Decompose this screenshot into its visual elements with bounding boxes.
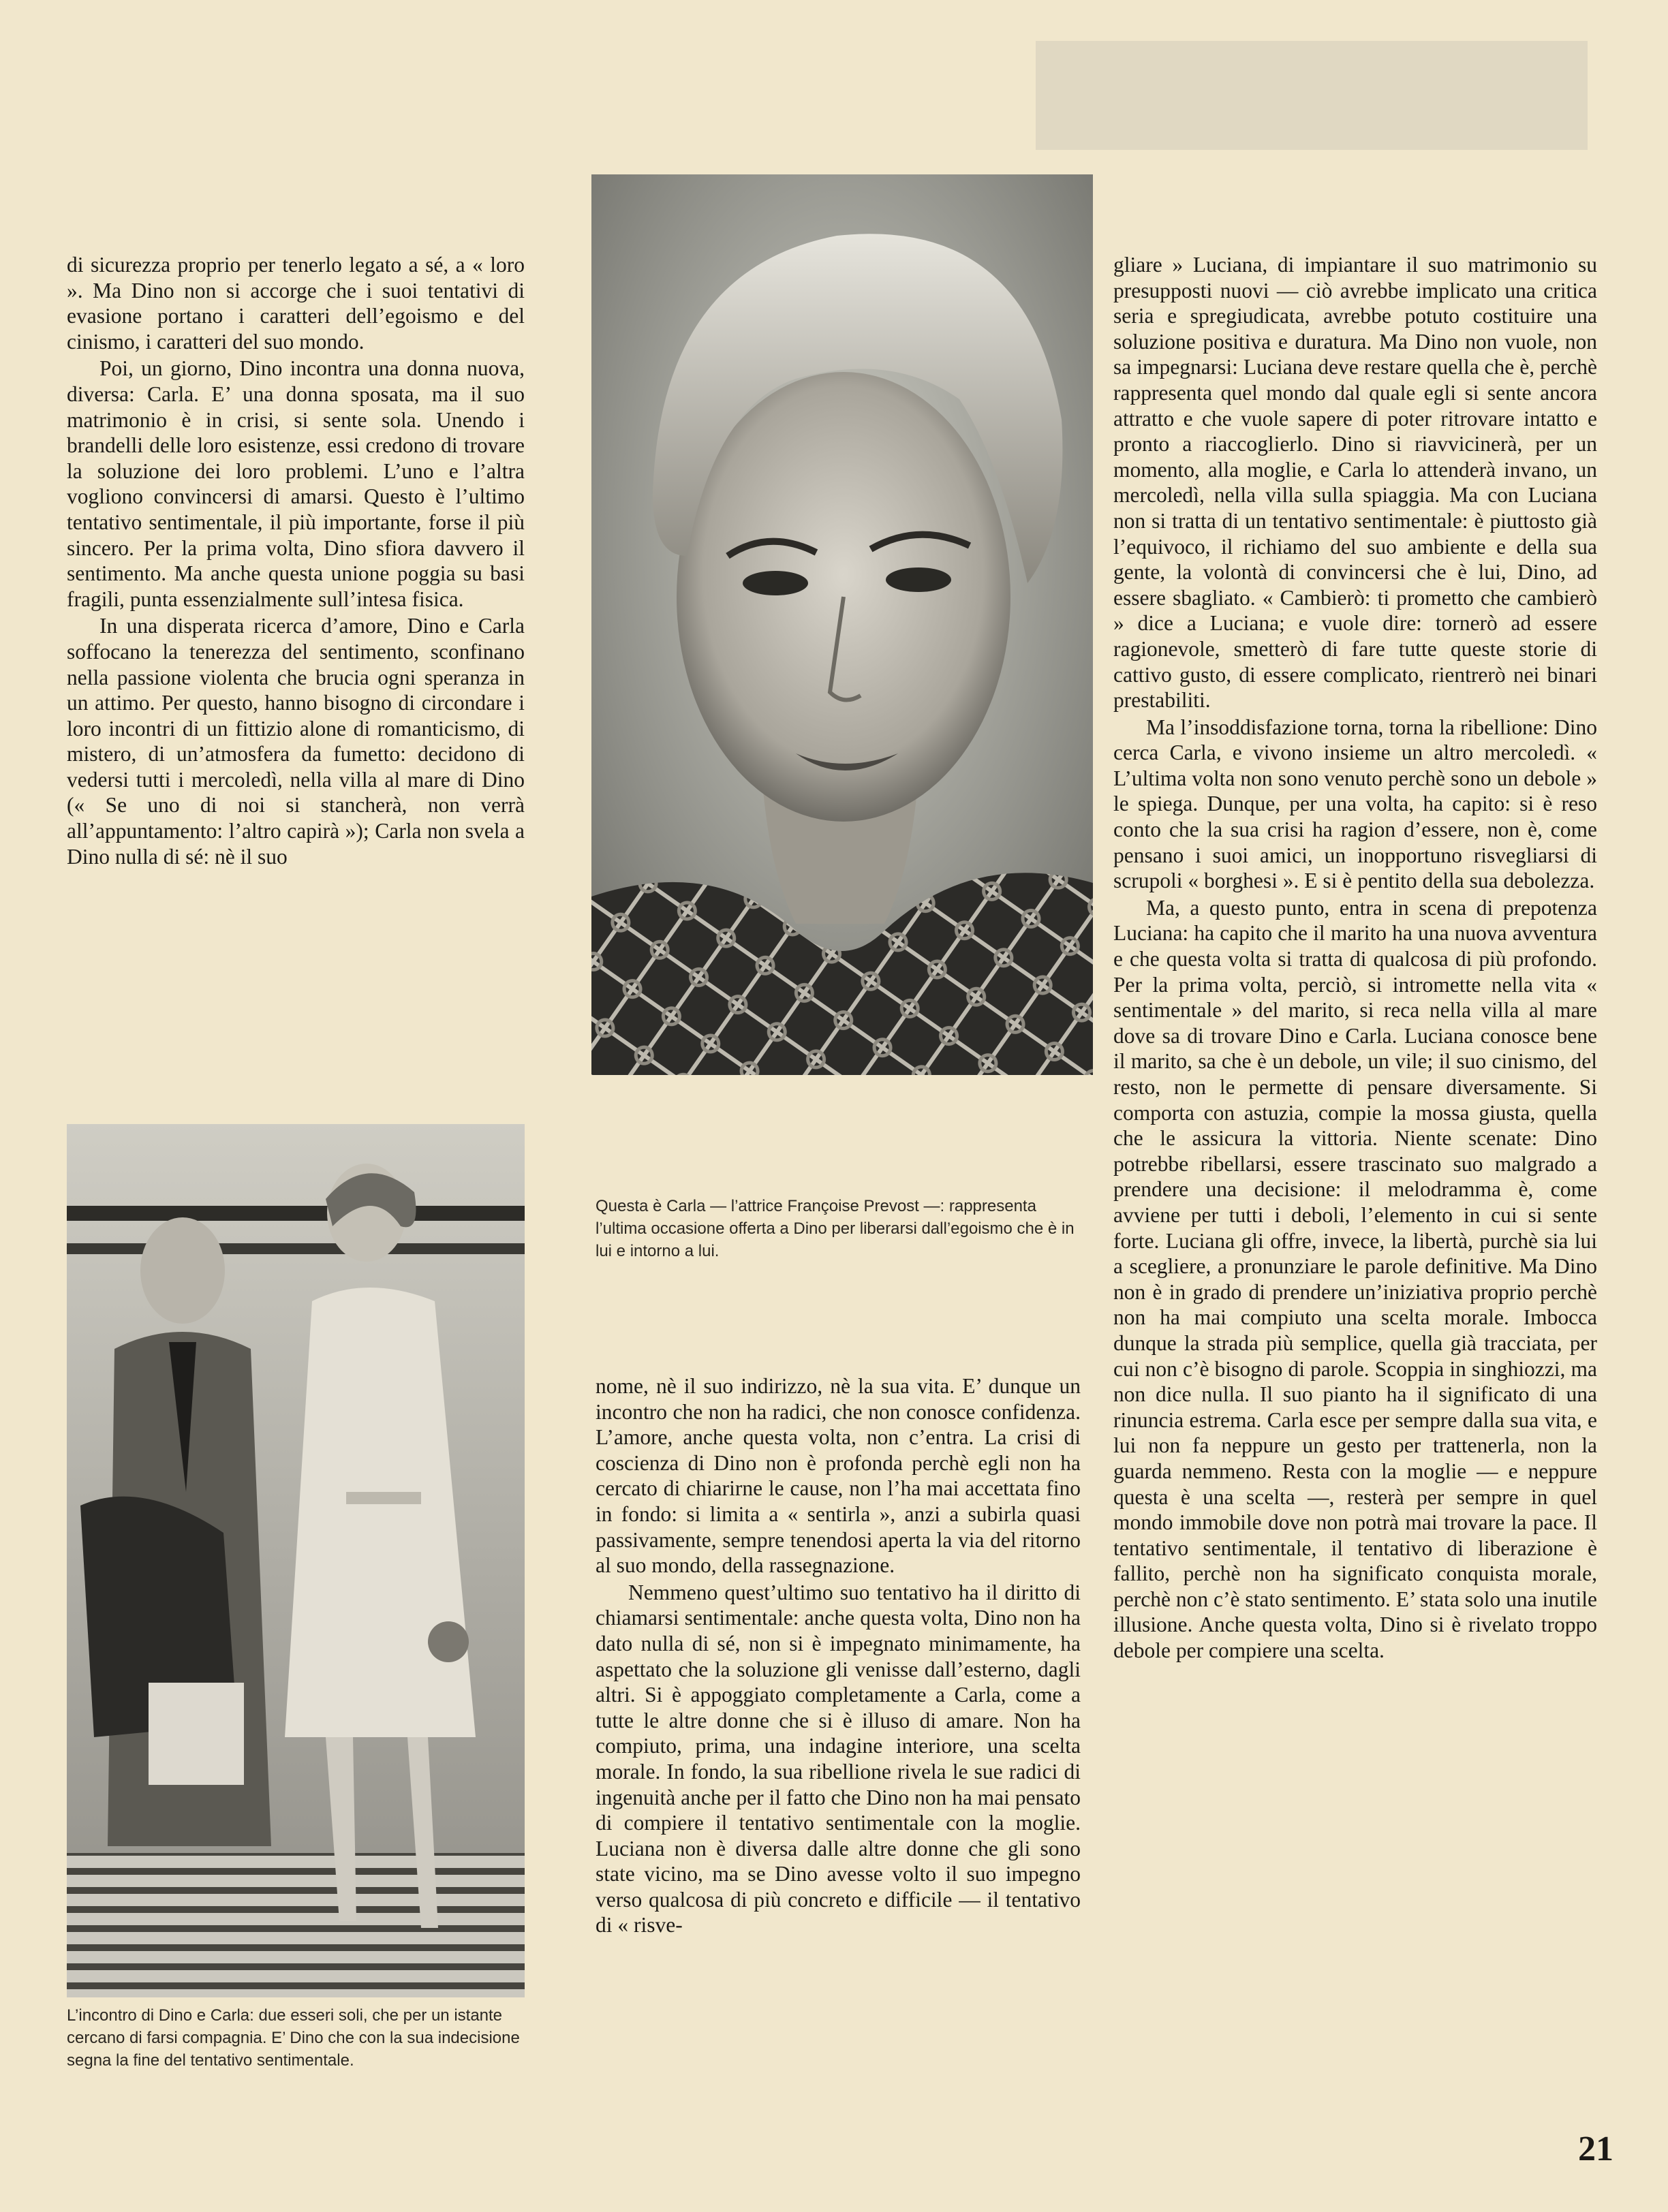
column-1	[67, 252, 525, 869]
portrait-image	[591, 174, 1093, 1075]
couple-image	[67, 1124, 525, 1997]
paragraph: In una disperata ricerca d’amore, Dino e Carla soffocano la tenerezza del sentimento, sconfinano nella passione violenta che brucia ogni speranza in un attimo. Per questo, hanno bisogno di circondare i loro incontri di un fittizio alone di romanticismo, di mistero, di un’atmosfera da fumetto: decidono di vedersi tutti i mercoledì, nella villa al mare di Dino (« Se uno di noi si stancherà, non verrà all’appuntamento: l’altro capirà »); Carla non svela a Dino nulla di sé: nè il suo	[67, 614, 525, 869]
bleed-through-shadow	[1036, 41, 1588, 150]
paragraph: Poi, un giorno, Dino incontra una donna nuova, diversa: Carla. E’ una donna sposata, ma il suo matrimonio è in crisi, si sente sola. Unendo i brandelli delle loro esistenze, essi credono di trovare la soluzione dei loro problemi. L’uno e l’altra vogliono convincersi di amarsi. Questo è l’ultimo tentativo sentimentale, il più importante, forse il più sincero. Per la prima volta, Dino sfiora davvero il sentimento. Ma anche questa unione poggia su basi fragili, punta essenzialmente sull’intesa fisica.	[67, 356, 525, 611]
paragraph: di sicurezza proprio per tenerlo legato a sé, a « loro ». Ma Dino non si accorge che i suoi tentativi di evasione portano i caratteri dell’egoismo e del cinismo, i caratteri del suo mondo.	[67, 253, 525, 354]
page-number: 21	[1578, 2130, 1613, 2168]
paragraph: Ma, a questo punto, entra in scena di prepotenza Luciana: ha capito che il marito ha una nuova avventura e che questa volta si tratta di qualcosa di più profondo. Per la prima volta, perciò, si intromette nella vita « sentimentale » del marito, si reca nella villa al mare dove sa di trovare Dino e Carla. Luciana conosce bene il marito, sa che è un debole, un vile; il suo cinismo, del resto, non le permette di pensare diversamente. Si comporta con astuzia, compie la mossa giusta, quella che le assicura la vittoria. Niente scenate: Dino potrebbe ribellarsi, essere trascinato suo malgrado a prendere una decisione: il melodramma è, come avviene per tutti i deboli, l’elemento in cui si sente forte. Luciana gli offre, invece, la libertà, purchè sia lui a scegliere, a pronunziare le parole definitive. Ma Dino non è in grado di prendere un’iniziativa proprio perchè non ha mai compiuto una scelta morale. Imbocca dunque la strada più semplice, quella già tracciata, per cui non c’è bisogno di parole. Scoppia in singhiozzi, ma non dice nulla. Il suo pianto ha il significato di una rinuncia estrema. Carla esce per sempre dalla sua vita, e lui non fa neppure un gesto per trattenerla, non la guarda nemmeno. Resta con la moglie — e neppure questa è una scelta —, resterà per sempre in quel mondo immobile dove non potrà mai trovare la pace. Il tentativo sentimentale, il tentativo di liberazione è fallito, perchè non ha significato conquista morale, perchè non c’è stato sentimento. E’ stata solo una inutile illusione. Anche questa volta, Dino si è rivelato troppo debole per compiere una scelta.	[1113, 895, 1597, 1663]
paragraph: nome, nè il suo indirizzo, nè la sua vita. E’ dunque un incontro che non ha radici, che non conosce confidenza. L’amore, anche questa volta, non c’entra. La crisi di coscienza di Dino non è profonda perchè egli non ha cercato di chiarirne le cause, non l’ha mai accettata fino in fondo: si limita a « sentirla », anzi a subirla quasi passivamente, sempre tenendosi aperta la via del ritorno al suo mondo, della rassegnazione.	[596, 1374, 1081, 1578]
couple-photo	[67, 1124, 525, 1997]
paragraph: Nemmeno quest’ultimo suo tentativo ha il diritto di chiamarsi sentimentale: anche questa volta, Dino non ha dato nulla di sé, non si è impegnato minimamente, ha aspettato che la soluzione gli venisse dall’esterno, dagli altri. Si è appoggiato completamente a Carla, come a tutte le altre donne che si è illuso di amare. Non ha compiuto, prima, una indagine interiore, una scelta morale. In fondo, la sua ribellione rivela le sue radici di ingenuità anche per il fatto che Dino non ha mai pensato di compiere il tentativo sentimentale con la moglie. Luciana non è diversa dalle altre donne che gli sono state vicino, ma se Dino avesse volto il suo impegno verso qualcosa di più concreto e difficile — il tentativo di « risve-	[596, 1580, 1081, 1937]
column-3	[1113, 252, 1597, 1664]
portrait-photo	[591, 174, 1093, 1075]
portrait-caption: Questa è Carla — l’attrice Françoise Prevost —: rappresenta l’ultima occasione offerta a Dino per liberarsi dall’egoismo che è in lui e intorno a lui.	[596, 1197, 1075, 1260]
paragraph: Ma l’insoddisfazione torna, torna la ribellione: Dino cerca Carla, e vivono insieme un altro mercoledì. « L’ultima volta non sono venuto perchè sono un debole » le spiega. Dunque, per una volta, ha capito: si è reso conto che la sua crisi ha ragion d’essere, non è, come pensano i suoi amici, un inopportuno risvegliarsi di scrupoli « borghesi ». E si è pentito della sua debolezza.	[1113, 715, 1597, 893]
column-2	[596, 1373, 1081, 1938]
paragraph: gliare » Luciana, di impiantare il suo matrimonio su presupposti nuovi — ciò avrebbe implicato una critica seria e spregiudicata, avrebbe potuto costituire una soluzione positiva e duratura. Ma Dino non vuole, non sa impegnarsi: Luciana deve restare quella che è, perchè rappresenta quel mondo dal quale egli si sente ancora attratto e che vuole sapere di poter ritrovare intatto e pronto a riaccoglierlo. Dino si riavvicinerà, per un momento, alla moglie, e Carla lo attenderà invano, un mercoledì, nella villa sulla spiaggia. Ma con Luciana non si tratta di un tentativo sentimentale: è piuttosto già l’equivoco, il richiamo del suo ambiente e della sua gente, la volontà di convincersi che è lui, Dino, ad essere sbagliato. « Cambierò: ti prometto che cambierò » dice a Luciana; e vuole dire: tornerò ad essere ragionevole, smetterò di fare tutte queste storie di cattivo gusto, di essere complicato, rientrerò nei binari prestabiliti.	[1113, 253, 1597, 713]
couple-caption: L’incontro di Dino e Carla: due esseri soli, che per un istante cercano di farsi compagnia. E’ Dino che con la sua indecisione segna la fine del tentativo sentimentale.	[67, 2006, 520, 2070]
